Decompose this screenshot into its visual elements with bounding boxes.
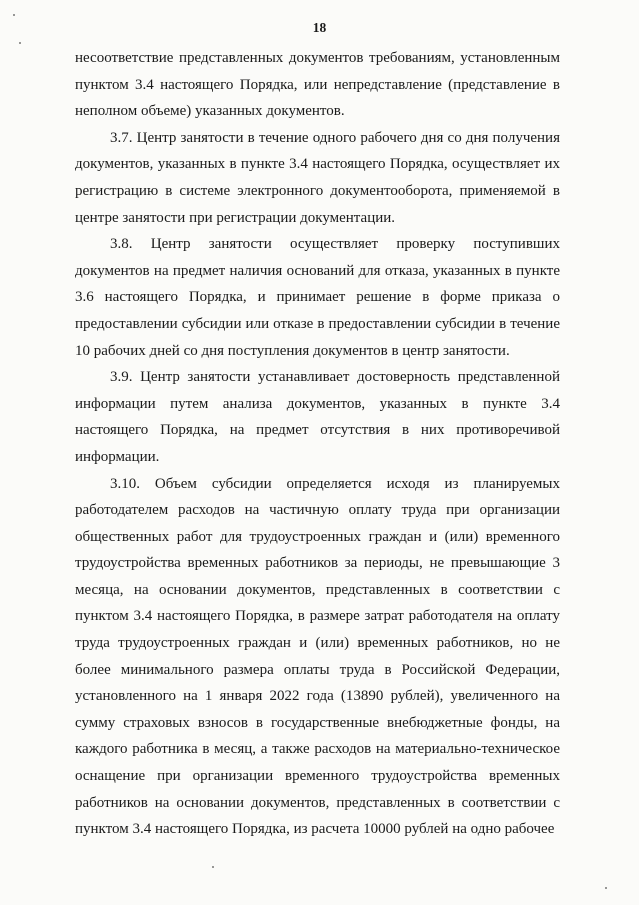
scan-speck bbox=[13, 14, 15, 16]
paragraph-3-7: 3.7. Центр занятости в течение одного рабочего дня со дня получения документов, указанных в пункте 3.4 настоящего Порядка, осуществляет их регистрацию в системе электронного документооборота, применяемой в центре занятости при регистрации документации. bbox=[75, 129, 560, 226]
scan-speck bbox=[19, 42, 21, 44]
scan-speck bbox=[212, 866, 214, 868]
paragraph-continuation: несоответствие представленных документов требованиям, установленным пунктом 3.4 настоящего Порядка, или непредставление (представление в неполном объеме) указанных документов. bbox=[75, 50, 560, 120]
document-body bbox=[75, 45, 560, 843]
paragraph-3-8: 3.8. Центр занятости осуществляет проверку поступивших документов на предмет наличия оснований для отказа, указанных в пункте 3.6 настоящего Порядка, и принимает решение в форме приказа о предоставлении субсидии или отказе в предоставлении субсидии в течение 10 рабочих дней со дня поступления документов в центр занятости. bbox=[75, 236, 560, 359]
paragraph-3-10: 3.10. Объем субсидии определяется исходя из планируемых работодателем расходов на частичную оплату труда при организации общественных работ для трудоустроенных граждан и (или) временного трудоустройства временных работников за периоды, не превышающие 3 месяца, на основании документов, представленных в соответствии с пунктом 3.4 настоящего Порядка, в размере затрат работодателя на оплату труда трудоустроенных граждан и (или) временных работников, но не более минимального размера оплаты труда в Российской Федерации, установленного на 1 января 2022 года (13890 рублей), увеличенного на сумму страховых взносов в государственные внебюджетные фонды, на каждого работника в месяц, а также расходов на материально-техническое оснащение при организации временного трудоустройства временных работников на основании документов, представленных в соответствии с пунктом 3.4 настоящего Порядка, из расчета 10000 рублей на одно рабочее bbox=[75, 475, 560, 838]
scan-speck bbox=[605, 887, 607, 889]
paragraph-3-9: 3.9. Центр занятости устанавливает достоверность представленной информации путем анализа документов, указанных в пункте 3.4 настоящего Порядка, на предмет отсутствия в них противоречивой информации. bbox=[75, 369, 560, 465]
page-number: 18 bbox=[312, 20, 327, 35]
